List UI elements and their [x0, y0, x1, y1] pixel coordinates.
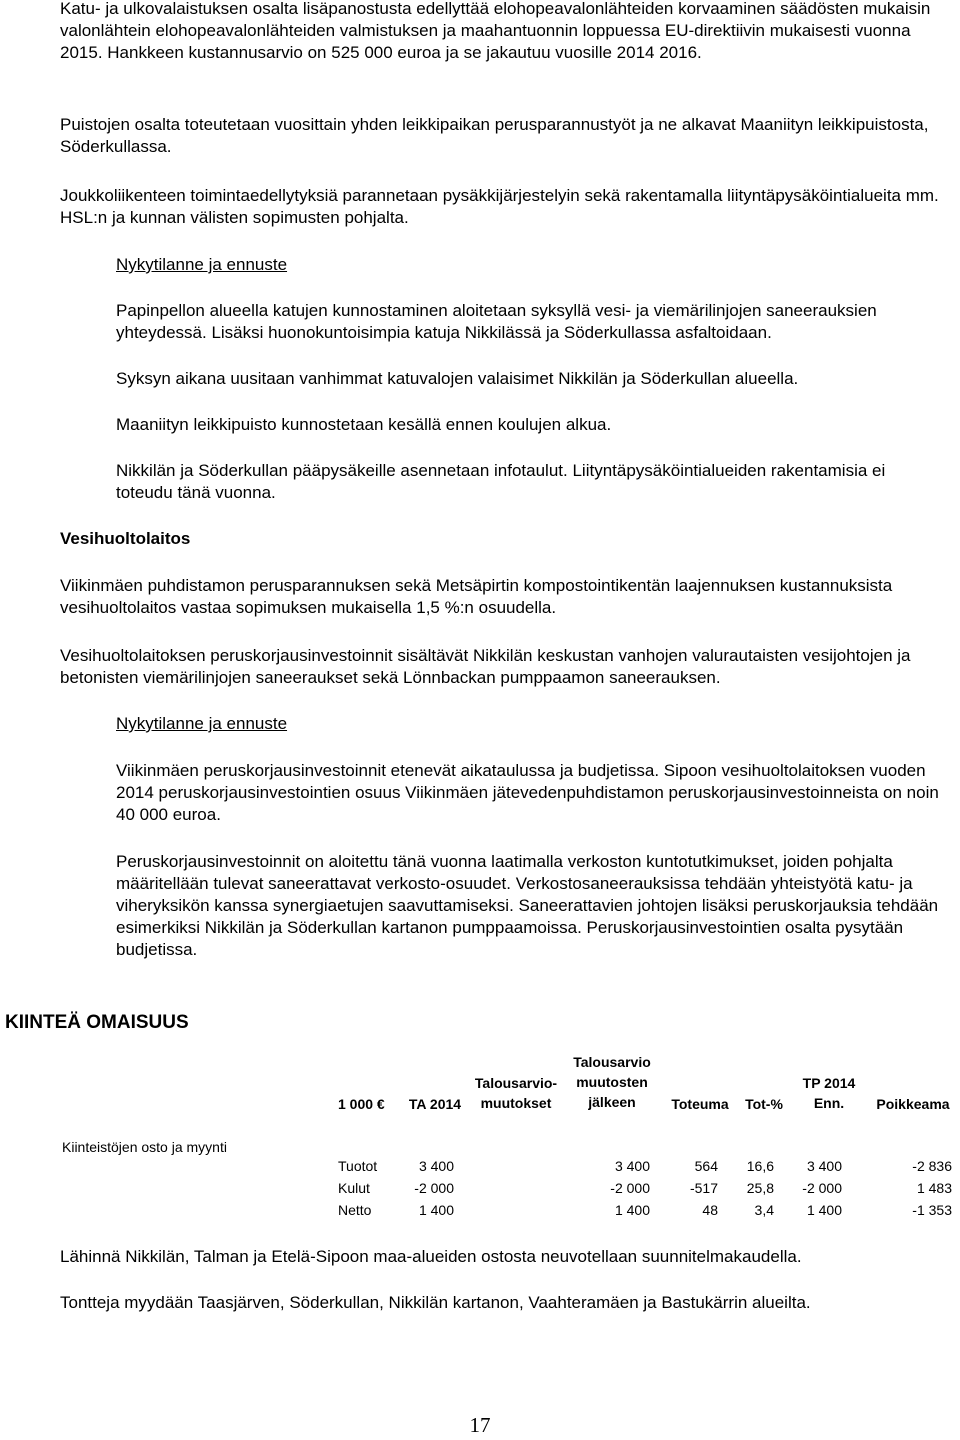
- header-jalkeen: Talousarvio muutosten jälkeen: [573, 1054, 651, 1110]
- paragraph-tontit: Tontteja myydään Taasjärven, Söderkullan, Nikkilän kartanon, Vaahteramäen ja Bastukärrin alueilta.: [60, 1293, 811, 1312]
- heading-kiintea-omaisuus: KIINTEÄ OMAISUUS: [5, 1012, 189, 1033]
- kiintea-table: [338, 1155, 952, 1221]
- paragraph-viikinmaki-budjetti: Viikinmäen peruskorjausinvestoinnit etenevät aikataulussa ja budjetissa. Sipoon vesihuoltolaitoksen vuoden 2014 peruskorjausinvestointien osuus Viikinmäen jätevedenpuhdistamon peruskorjausinvestoinneista on noin 40 000 euroa.: [116, 761, 939, 824]
- table-row: Tuotot 3 400 3 400 564 16,6 3 400 -2 836: [338, 1158, 952, 1174]
- header-poikkeama: Poikkeama: [876, 1096, 950, 1112]
- heading-vesihuoltolaitos: Vesihuoltolaitos: [60, 529, 191, 548]
- paragraph-infotaulut: Nikkilän ja Söderkullan pääpysäkeille asennetaan infotaulut. Liityntäpysäköintialueiden rakentamisia ei toteudu tänä vuonna.: [116, 461, 886, 502]
- table-row: Netto 1 400 1 400 48 3,4 1 400 -1 353: [338, 1202, 952, 1218]
- header-ta: TA 2014: [408, 1096, 462, 1112]
- paragraph-peruskorjaus: Vesihuoltolaitoksen peruskorjausinvestoinnit sisältävät Nikkilän keskustan vanhojen valurautaisten vesijohtojen ja betonisten viemärilinjojen saneeraukset sekä Lönnbackan pumppaamon saneerauksen.: [60, 646, 911, 687]
- paragraph-papinpelto: Papinpellon alueella katujen kunnostaminen aloitetaan syksyllä vesi- ja viemärilinjojen saneerauksien yhteydessä. Lisäksi huonokuntoisimpia katuja Nikkilässä ja Söderkullassa asfaltoidaan.: [116, 301, 877, 342]
- subheading-nykytilanne-vesihuolto: Nykytilanne ja ennuste: [116, 714, 288, 733]
- page-number: 17: [469, 1413, 491, 1437]
- header-muutokset: Talousarvio- muutokset: [474, 1075, 558, 1111]
- subheading-nykytilanne: Nykytilanne ja ennuste: [116, 255, 288, 274]
- header-unit: 1 000 €: [338, 1096, 385, 1112]
- paragraph-puistot: Puistojen osalta toteutetaan vuosittain yhden leikkipaikan perusparannustyöt ja ne alkavat Maaniityn leikkipuistosta, Söderkullassa.: [60, 115, 929, 156]
- paragraph-viikinmaki: Viikinmäen puhdistamon perusparannuksen sekä Metsäpirtin kompostointikentän laajennuksen kustannuksista vesihuoltolaitos vastaa sopimuksen mukaisella 1,5 %:n osuudella.: [60, 576, 893, 617]
- table-group-label: Kiinteistöjen osto ja myynti: [62, 1139, 227, 1155]
- paragraph-joukkoliikenne: Joukkoliikenteen toimintaedellytyksiä parannetaan pysäkkijärjestelyin sekä rakentamalla liityntäpysäköintialueita mm. HSL:n ja kunnan välisten sopimusten pohjalta.: [60, 186, 939, 227]
- header-tot: Tot-%: [745, 1096, 783, 1112]
- header-tp: TP 2014 Enn.: [802, 1075, 856, 1111]
- paragraph-maaniitty: Maaniityn leikkipuisto kunnostetaan kesällä ennen koulujen alkua.: [116, 415, 612, 434]
- table-row: Kulut -2 000 -2 000 -517 25,8 -2 000 1 483: [338, 1180, 952, 1196]
- paragraph-kuntotutkimukset: Peruskorjausinvestoinnit on aloitettu tänä vuonna laatimalla verkoston kuntotutkimukset, joiden pohjalta määritellään tulevat saneerattavat verkosto-osuudet. Verkostosaneerauksissa tehdään yhteistyötä katu- ja viheryksikön kanssa synergiaetujen saavuttamiseksi. Saneerattavien johtojen lisäksi peruskorjauksia tehdään esimerkiksi Nikkilän ja Söderkullan kartanon pumppaamoissa. Peruskorjausinvestointien osalta pysytään budjetissa.: [116, 852, 939, 959]
- paragraph-maa-alueet: Lähinnä Nikkilän, Talman ja Etelä-Sipoon maa-alueiden ostosta neuvotellaan suunnitelmakaudella.: [60, 1247, 802, 1266]
- paragraph-katuvalot: Syksyn aikana uusitaan vanhimmat katuvalojen valaisimet Nikkilän ja Söderkullan alueella.: [116, 369, 799, 388]
- paragraph-katuvalaistus: Katu- ja ulkovalaistuksen osalta lisäpanostusta edellyttää elohopeavalonlähteiden korvaaminen säädösten mukaisin valonlähtein elohopeavalonlähteiden valmistuksen ja maahantuonnin loppuessa EU-direktiivin mukaisesti vuonna 2015. Hankkeen kustannusarvio on 525 000 euroa ja se jakautuu vuosille 2014 2016.: [60, 0, 931, 62]
- header-toteuma: Toteuma: [671, 1096, 729, 1112]
